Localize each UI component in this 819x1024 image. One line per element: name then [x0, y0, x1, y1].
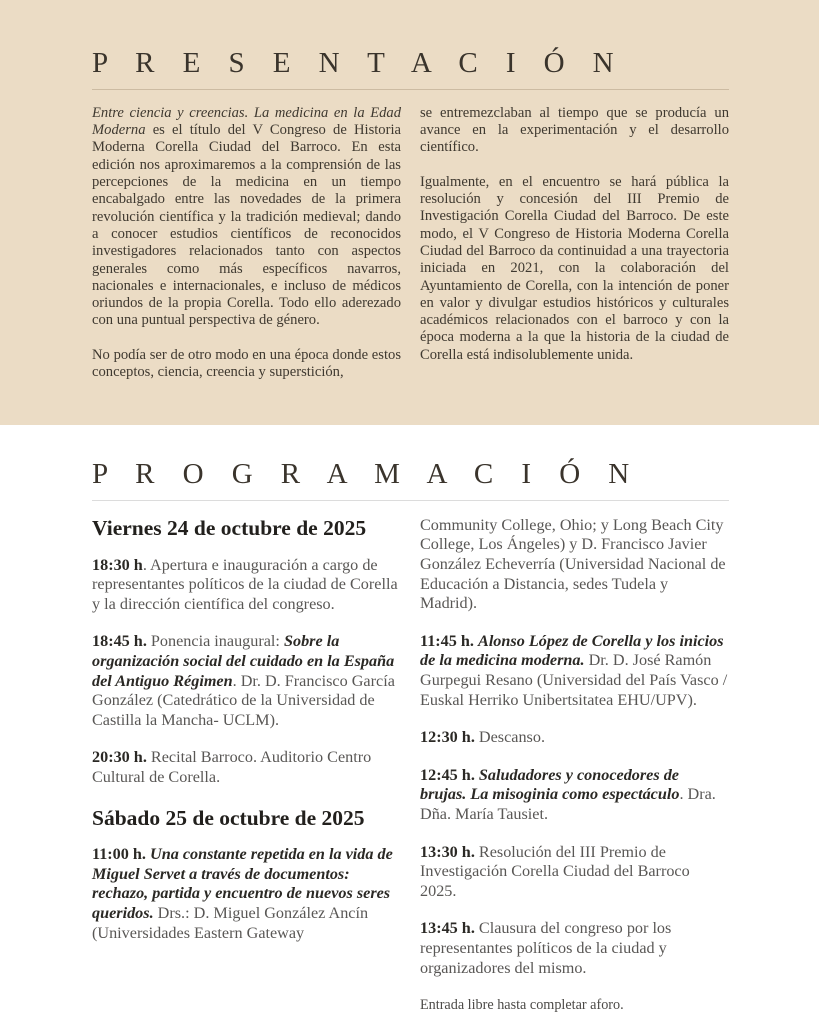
program-item-1230: 12:30 h. Descanso.: [420, 728, 545, 747]
program-item-1845: 18:45 h. Ponencia inaugural: Sobre la organización social del cuidado en la España del Antiguo Régimen. Dr. D. Francisco García González (Catedrático de la Universidad de Castilla la Mancha- UCLM).: [92, 632, 395, 729]
program-item-1100-continuation: Community College, Ohio; y Long Beach City College, Los Ángeles) y D. Francisco Javier González Echeverría (Universidad Nacional de Educación a Distancia, sedes Tudela y Madrid).: [420, 515, 726, 613]
presentation-title: P R E S E N T A C I Ó N: [92, 47, 625, 79]
presentation-paragraph-1: Entre ciencia y creencias. La medicina en la Edad Moderna es el título del V Congreso de Historia Moderna Corella Ciudad del Barroco. En esta edición nos aproximaremos a la comprensión de las percepciones de la medicina en un tiempo encabalgado entre las novedades de la primera revolución científica y la tradición medieval; dando a conocer estudios científicos de reconocidos investigadores relacionados tanto con aspectos generales como más específicos navarros, nacionales e internacionales, e incluso de médicos oriundos de la propia Corella. Todo ello aderezado con una puntual perspectiva de género.: [92, 104, 401, 329]
free-entry-note: Entrada libre hasta completar aforo.: [420, 997, 624, 1014]
program-item-1345: 13:45 h. Clausura del congreso por los representantes políticos de la ciudad y organizadores del mismo.: [420, 919, 672, 977]
day-heading-viernes-24: Viernes 24 de octubre de 2025: [92, 515, 367, 540]
program-item-1330: 13:30 h. Resolución del III Premio de Investigación Corella Ciudad del Barroco 2025.: [420, 842, 690, 900]
program-item-1100: 11:00 h. Una constante repetida en la vida de Miguel Servet a través de documentos: rechazo, partida y encuentro de nuevos seres queridos. Drs.: D. Miguel González Ancín (Universidades Eastern Gateway: [92, 845, 393, 942]
presentation-divider: [92, 89, 729, 90]
program-section: [0, 425, 819, 1014]
program-item-1830: 18:30 h. Apertura e inauguración a cargo de representantes políticos de la ciudad de Corella y la dirección científica del congreso.: [92, 555, 398, 613]
program-title: P R O G R A M A C I Ó N: [92, 458, 640, 490]
presentation-columns: [92, 105, 729, 398]
program-divider: [92, 500, 729, 501]
program-item-1145: 11:45 h. Alonso López de Corella y los inicios de la medicina moderna. Dr. D. José Ramón Gurpegui Resano (Universidad del País Vasco / Euskal Herriko Unibertsitatea EHU/UPV).: [420, 631, 728, 709]
day-heading-sabado-25: Sábado 25 de octubre de 2025: [92, 805, 365, 830]
presentation-column-right: [420, 105, 729, 398]
presentation-paragraph-2: No podía ser de otro modo en una época donde estos conceptos, ciencia, creencia y superstición,: [92, 346, 401, 381]
program-item-2030: 20:30 h. Recital Barroco. Auditorio Centro Cultural de Corella.: [92, 748, 372, 786]
presentation-section: [0, 0, 819, 425]
presentation-paragraph-4: Igualmente, en el encuentro se hará pública la resolución y concesión del III Premio de Investigación Corella Ciudad del Barroco. De este modo, el V Congreso de Historia Moderna Corella Ciudad del Barroco da continuidad a una trayectoria iniciada en 2021, con la colaboración del Ayuntamiento de Corella, con la intención de poner en valor y divulgar estudios históricos y culturales académicos relacionados con el barroco y con la época moderna a la que la historia de la ciudad de Corella está indisolublemente unida.: [420, 173, 729, 363]
presentation-paragraph-3: se entremezclaban al tiempo que se producía un avance en la experimentación y el desarrollo científico.: [420, 104, 729, 156]
program-columns: [92, 516, 729, 1014]
program-item-1245: 12:45 h. Saludadores y conocedores de brujas. La misoginia como espectáculo. Dra. Dña. María Tausiet.: [420, 765, 716, 824]
program-column-right: [420, 516, 729, 1014]
presentation-column-left: [92, 105, 401, 398]
program-column-left: [92, 516, 401, 1014]
